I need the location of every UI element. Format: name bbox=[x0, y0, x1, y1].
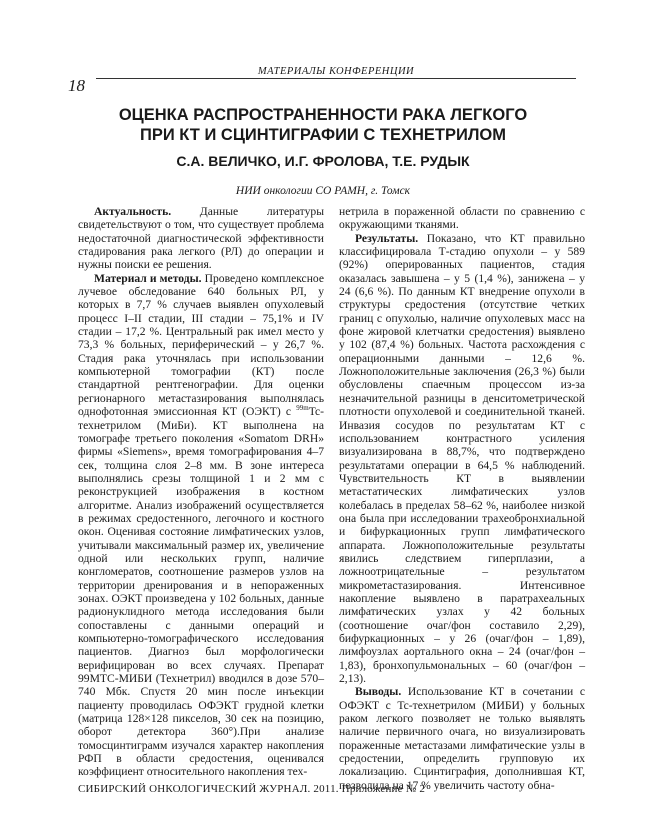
header-rule bbox=[96, 78, 576, 79]
methods-heading: Материал и методы. bbox=[94, 271, 202, 285]
relevance-text: Данные литературы свидетельствуют о том, что существует проблема недостаточной диагностической эффективности стадирования рака легкого (РЛ) до операции и нужны поиски ее решения. bbox=[78, 205, 324, 272]
left-column bbox=[78, 205, 324, 779]
title-line-1: ОЦЕНКА РАСПРОСТРАНЕННОСТИ РАКА ЛЕГКОГО bbox=[118, 106, 528, 124]
conclusions-text: Использование КТ в сочетании с ОФЭКТ с Tc-технетрилом (МИБИ) у больных раком легкого позволяет не только выявлять наличие первичного очага, но визуализировать пораженные метастазами лимфатические узлы в средостении, определить групповую их локализацию. Сцинтиграфия, дополнившая КТ, позволила на 17 % увеличить частоту обна- bbox=[339, 685, 585, 792]
page-number: 18 bbox=[68, 76, 85, 95]
journal-footer: СИБИРСКИЙ ОНКОЛОГИЧЕСКИЙ ЖУРНАЛ. 2011. Приложение № 2 bbox=[78, 783, 426, 795]
results-paragraph bbox=[339, 232, 585, 686]
continuation-paragraph: нетрила в пораженной области по сравнению с окружающими тканями. bbox=[339, 205, 585, 232]
authors: С.А. ВЕЛИЧКО, И.Г. ФРОЛОВА, Т.Е. РУДЫК bbox=[176, 153, 470, 169]
conclusions-heading: Выводы. bbox=[355, 685, 402, 699]
methods-paragraph bbox=[78, 272, 324, 779]
article-title bbox=[60, 105, 586, 145]
affiliation: НИИ онкологии СО РАМН, г. Томск bbox=[235, 185, 411, 197]
relevance-paragraph bbox=[78, 205, 324, 272]
relevance-heading: Актуальность. bbox=[94, 205, 172, 218]
right-column bbox=[339, 205, 585, 792]
running-head: МАТЕРИАЛЫ КОНФЕРЕНЦИИ bbox=[257, 66, 415, 77]
title-line-2: ПРИ КТ И СЦИНТИГРАФИИ С ТЕХНЕТРИЛОМ bbox=[140, 126, 506, 144]
isotope-superscript: 99m bbox=[296, 404, 309, 413]
conclusions-paragraph bbox=[339, 685, 585, 792]
results-heading: Результаты. bbox=[355, 231, 419, 245]
methods-text-a: Проведено комплексное лучевое обследование 640 больных РЛ, у которых в 7,7 % случаев выявлен опухолевый процесс I–II стадии, III стадии – 75,1% и IV стадии – 17,2 %. Центральный рак имел место у 73,3 % больных, периферический – у 26,7 %. Стадия рака уточнялась при использовании компьютерной томографии (КТ) после стандартной рентгенографии. Для оценки регионарного метастазирования выполнялась однофотонная эмиссионная КТ (ОЭКТ) с bbox=[78, 271, 324, 419]
results-text: Показано, что КТ правильно классифицировала Т-стадию опухоли – у 589 (92%) оперированных пациентов, стадия оказалась завышена – у 5 (1,4 %), занижена – у 24 (6,6 %). По данным КТ внедрение опухоли в структуры средостения (отсутствие четких границ с опухолью, наличие опухолевых масс на фоне жировой клетчатки средостения) выявлено у 102 (87,4 %) больных. Частота расхождения с операционными данными – 12,6 %. Ложноположительные заключения (26,3 %) были обусловлены спаечным процессом из-за незначительной разницы в денситометрической плотности опухолевой и соединительной тканей. Инвазия сосудов по результатам КТ с использованием контрастного усиления визуализирована в 88,7%, что подтверждено результатами операции в 64,5 % наблюдений. Чувствительность КТ в выявлении метастатических лимфатических узлов колебалась в пределах 58–62 %, наиболее низкой она была при исследовании трахеобронхиальной и бифуркационных групп лимфатического аппарата. Ложноположительные результаты явились следствием гиперплазии, а ложноотрицательные – результатом микрометастазирования. Интенсивное накопление выявлено в паратрахеальных лимфатических узлах у 42 больных (соотношение очаг/фон составило 2,29), бифуркационных – у 26 (очаг/фон – 1,89), лимфоузлах аортального окна – 24 (очаг/фон – 1,83), бронхопульмональных – 60 (очаг/фон – 2,13). bbox=[339, 231, 585, 686]
methods-text-b: Tc-технетрилом (МиБи). КТ выполнена на томографе третьего поколения «Somatom DRH» фирмы «Siemens», время томографирования 4–7 сек, толщина слоя 2–8 мм. В зоне интереса выполнялись срезы толщиной 1 и 2 мм с реконструкцией изображения в костном алгоритме. Анализ изображений осуществляется в режимах средостенного, легочного и костного окон. Оценивая состояние лимфатических узлов, учитывали максимальный размер их, увеличение одной или нескольких групп, наличие конгломератов, соотношение размеров узлов на территории дренирования и в непораженных зонах. ОЭКТ произведена у 102 больных, данные радионуклидного метода исследования были сопоставлены с данными операций и компьютерно-томографического исследования пациентов. Диагноз был морфологически верифицирован во всех случаях. Препарат 99МТС-МИБИ (Технетрил) вводился в дозе 570–740 Мбк. Спустя 20 мин после инъекции пациенту проводилась ОФЭКТ грудной клетки (матрица 128×128 пикселов, 30 сек на позицию, оборот детектора 360°).При анализе томосцинтиграмм изучался характер накопления РФП в области средостения, оценивался коэффициент относительного накопления тех- bbox=[78, 405, 324, 779]
